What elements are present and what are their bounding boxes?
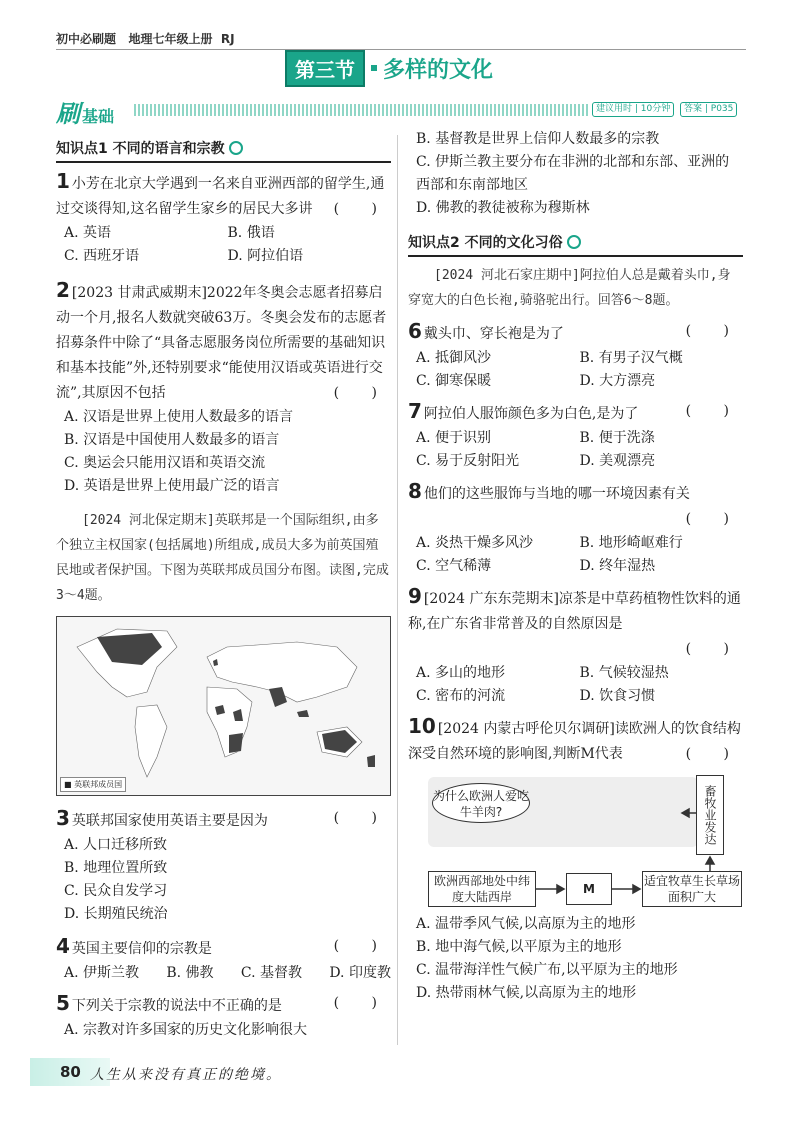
option-a[interactable]: A. 抵御风沙 <box>416 350 492 366</box>
option-b[interactable]: B. 俄语 <box>227 225 275 241</box>
knowledge-point-1: 知识点1 不同的语言和宗教 <box>56 138 391 163</box>
box-livestock: 畜牧业发达 <box>696 775 724 855</box>
q7-options <box>408 427 743 473</box>
option-b[interactable]: B. 基督教是世界上信仰人数最多的宗教 <box>416 131 660 147</box>
option-d[interactable]: D. 长期殖民统治 <box>64 906 168 922</box>
q9-options <box>408 662 743 708</box>
box-grassland: 适宜牧草生长草场面积广大 <box>642 871 742 907</box>
q1-options <box>56 222 391 268</box>
question-1: 1 小芳在北京大学遇到一名来自亚洲西部的留学生,通过交谈得知,这名留学生家乡的居民大多讲 ( ) <box>56 169 391 217</box>
footer-motto: 人生从来没有真正的绝境。 <box>90 1067 282 1083</box>
option-d[interactable]: D. 美观漂亮 <box>579 453 656 469</box>
option-c[interactable]: C. 易于反射阳光 <box>416 453 520 469</box>
option-c[interactable]: C. 民众自发学习 <box>64 883 168 899</box>
speech-bubble: 为什么欧洲人爱吃牛羊肉? <box>432 783 530 823</box>
question-8: 8 他们的这些服饰与当地的哪一环境因素有关 ( ) <box>408 479 743 527</box>
option-a[interactable]: A. 伊斯兰教 <box>64 965 140 981</box>
option-a[interactable]: A. 多山的地形 <box>416 665 506 681</box>
box-location: 欧洲西部地处中纬度大陆西岸 <box>428 871 536 907</box>
world-map-icon <box>57 617 390 795</box>
brand-big: 刷 <box>56 100 80 128</box>
option-b[interactable]: B. 汉语是中国使用人数最多的语言 <box>64 432 280 448</box>
title-dot <box>371 65 377 71</box>
question-10: 10 [2024 内蒙古呼伦贝尔调研]读欧洲人的饮食结构深受自然环境的影响图,判断M代表 ( ) <box>408 714 743 762</box>
q8-options <box>408 532 743 578</box>
brand-label <box>56 94 114 129</box>
option-d[interactable]: D. 阿拉伯语 <box>227 248 304 264</box>
dotted-divider <box>134 104 589 116</box>
option-c[interactable]: C. 伊斯兰教主要分布在非洲的北部和东部、亚洲的西部和东南部地区 <box>416 154 730 193</box>
time-tag: 建议用时 | 10分钟 <box>592 102 674 117</box>
intro-3-4: [2024 河北保定期末]英联邦是一个国际组织,由多个独立主权国家(包括属地)所组成,成员大多为前英国殖民地或者保护国。下图为英联邦成员国分布图。读图,完成3～4题。 <box>56 513 389 603</box>
option-c[interactable]: C. 空气稀薄 <box>416 558 492 574</box>
option-a[interactable]: A. 英语 <box>64 225 112 241</box>
question-4: 4 英国主要信仰的宗教是 ( ) <box>56 934 391 958</box>
option-b[interactable]: B. 有男子汉气概 <box>579 350 683 366</box>
section-name: 多样的文化 <box>383 57 494 83</box>
q6-options <box>408 347 743 393</box>
running-header: 初中必刷题 地理七年级上册 RJ <box>56 30 746 50</box>
left-column <box>56 138 391 1042</box>
question-5: 5 下列关于宗教的说法中不正确的是 ( ) <box>56 991 391 1015</box>
section-number: 第三节 <box>285 50 365 87</box>
option-d[interactable]: D. 佛教的教徒被称为穆斯林 <box>416 200 590 216</box>
intro-6-8: [2024 河北石家庄期中]阿拉伯人总是戴着头巾,身穿宽大的白色长袍,骑骆驼出行。回答6～8题。 <box>408 268 731 308</box>
question-7: 7 阿拉伯人服饰颜色多为白色,是为了 ( ) <box>408 399 743 423</box>
option-b[interactable]: B. 地中海气候,以平原为主的地形 <box>416 939 622 955</box>
section-title <box>285 52 493 84</box>
answer-tag: 答案 | P035 <box>680 102 737 117</box>
page-number: 80 <box>60 1063 81 1081</box>
option-b[interactable]: B. 地形崎岖难行 <box>579 535 683 551</box>
option-c[interactable]: C. 御寒保暖 <box>416 373 492 389</box>
option-a[interactable]: A. 温带季风气候,以高原为主的地形 <box>416 916 636 932</box>
column-divider <box>397 135 398 1045</box>
option-b[interactable]: B. 佛教 <box>166 965 214 981</box>
knowledge-point-2: 知识点2 不同的文化习俗 <box>408 232 743 257</box>
question-2: 2 [2023 甘肃武威期末]2022年冬奥会志愿者招募启动一个月,报名人数就突破63万。冬奥会发布的志愿者招募条件中除了“具备志愿服务岗位所需要的基础知识和基本技能”外,还特别要求“能使用汉语或英语进行交流”,其原因不包括 ( ) <box>56 278 391 401</box>
option-a[interactable]: A. 便于识别 <box>416 430 492 446</box>
option-b[interactable]: B. 便于洗涤 <box>579 430 655 446</box>
option-c[interactable]: C. 西班牙语 <box>64 248 140 264</box>
target-icon <box>567 235 581 249</box>
option-a[interactable]: A. 汉语是世界上使用人数最多的语言 <box>64 409 294 425</box>
option-a[interactable]: A. 宗教对许多国家的历史文化影响很大 <box>64 1022 308 1038</box>
option-c[interactable]: C. 基督教 <box>240 965 302 981</box>
right-column <box>408 128 743 1005</box>
question-3: 3 英联邦国家使用英语主要是因为 ( ) <box>56 806 391 830</box>
option-d[interactable]: D. 热带雨林气候,以高原为主的地形 <box>416 985 637 1001</box>
option-d[interactable]: D. 终年湿热 <box>579 558 656 574</box>
q4-options <box>56 962 391 985</box>
brand-small: 基础 <box>82 107 115 126</box>
option-d[interactable]: D. 大方漂亮 <box>579 373 656 389</box>
diagram-arrows <box>408 773 743 913</box>
option-c[interactable]: C. 奥运会只能用汉语和英语交流 <box>64 455 266 471</box>
option-c[interactable]: C. 密布的河流 <box>416 688 506 704</box>
option-b[interactable]: B. 气候较湿热 <box>579 665 669 681</box>
option-d[interactable]: D. 英语是世界上使用最广泛的语言 <box>64 478 280 494</box>
option-d[interactable]: D. 饮食习惯 <box>579 688 656 704</box>
target-icon <box>229 141 243 155</box>
option-a[interactable]: A. 人口迁移所致 <box>64 837 168 853</box>
option-c[interactable]: C. 温带海洋性气候广布,以平原为主的地形 <box>416 962 678 978</box>
question-6: 6 戴头巾、穿长袍是为了 ( ) <box>408 319 743 343</box>
question-9: 9 [2024 广东东莞期末]凉茶是中草药植物性饮料的通称,在广东省非常普及的自然原因是 ( ) <box>408 584 743 657</box>
diet-diagram <box>408 773 743 913</box>
option-d[interactable]: D. 印度教 <box>329 965 391 981</box>
option-b[interactable]: B. 地理位置所致 <box>64 860 168 876</box>
map-legend: ■ 英联邦成员国 <box>60 777 126 792</box>
commonwealth-map <box>56 616 391 796</box>
box-m: M <box>566 873 612 905</box>
option-a[interactable]: A. 炎热干燥多风沙 <box>416 535 534 551</box>
